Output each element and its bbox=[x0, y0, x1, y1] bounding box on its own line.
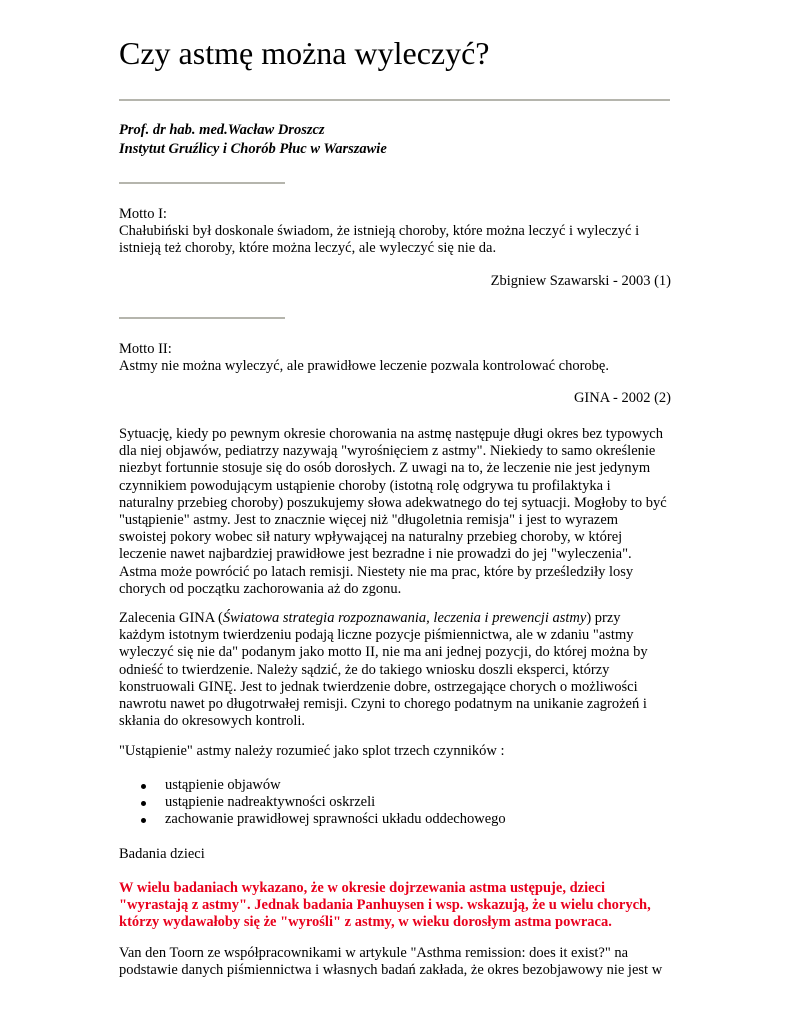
paragraph-line bbox=[119, 610, 679, 627]
motto2-block bbox=[119, 341, 679, 375]
paragraph-4 bbox=[119, 945, 679, 979]
paragraph-line: skłania do okresowych kontroli. bbox=[119, 713, 306, 730]
paragraph-line: leczenie nawet najbardziej prawidłowe jest bezradne i nie prowadzi do jej "wyleczenia". bbox=[119, 546, 632, 563]
paragraph-line: niezbyt fortunnie stosuje się do osób dorosłych. Z uwagi na to, że leczenie nie jest jedynym bbox=[119, 460, 651, 477]
section-heading: Badania dzieci bbox=[119, 846, 205, 862]
list-item bbox=[119, 811, 506, 828]
paragraph-line: konstruowali GINĘ. Jest to jednak twierdzenie dobre, ostrzegające chorych o możliwości bbox=[119, 678, 638, 695]
highlight-paragraph bbox=[119, 880, 679, 932]
paragraph-line: naturalny przebieg choroby) poszukujemy słowa adekwatnego do tej sytuacji. Mogłoby to być bbox=[119, 494, 667, 511]
motto1-attribution: Zbigniew Szawarski - 2003 (1) bbox=[490, 273, 671, 289]
motto2-line: Astmy nie można wyleczyć, ale prawidłowe leczenie pozwala kontrolować chorobę. bbox=[119, 358, 609, 375]
motto1-divider bbox=[119, 182, 285, 184]
paragraph-line: swoistej pokory wobec sił natury wpływającej na naturalny przebieg choroby, w której bbox=[119, 529, 623, 546]
paragraph-line: nawrotu nawet po długotrwałej remisji. Czyni to chorego podatnym na unikanie zagrożeń i bbox=[119, 696, 647, 713]
motto2-attribution: GINA - 2002 (2) bbox=[573, 390, 671, 406]
paragraph-3 bbox=[119, 743, 679, 760]
highlight-line: którzy wydawałoby się że "wyrośli" z astmy, w wieku dorosłym astma powraca. bbox=[119, 914, 612, 931]
bullet-icon bbox=[141, 818, 146, 823]
paragraph-line: czynnikiem powodującym ustąpienie choroby (istotną rolę odgrywa tu profilaktyka i bbox=[119, 477, 611, 494]
paragraph-line: Van den Toorn ze współpracownikami w artykule "Asthma remission: does it exist?" na bbox=[119, 945, 629, 961]
author-block bbox=[119, 121, 679, 159]
list-item-text: ustąpienie objawów bbox=[165, 777, 281, 793]
paragraph-text: ) przy bbox=[586, 610, 621, 626]
bullet-icon bbox=[141, 801, 146, 806]
paragraph-line: chorych od początku zachorowania aż do zgonu. bbox=[119, 580, 402, 597]
motto2-divider bbox=[119, 317, 285, 319]
highlight-line: "wyrastają z astmy". Jednak badania Panhuysen i wsp. wskazują, że u wielu chorych, bbox=[119, 897, 651, 914]
list-item-text: zachowanie prawidłowej sprawności układu oddechowego bbox=[165, 811, 506, 828]
paragraph-line: "Ustąpienie" astmy należy rozumieć jako splot trzech czynników : bbox=[119, 743, 505, 759]
paragraph-line: wyleczyć się nie da" podanym jako motto II, nie ma ani jednej pozycji, do której można by bbox=[119, 644, 648, 661]
factors-list bbox=[119, 777, 506, 829]
motto1-heading: Motto I: bbox=[119, 206, 167, 222]
paragraph-line: odnieść to twierdzenie. Należy sądzić, że do takiego wniosku doszli eksperci, którzy bbox=[119, 661, 610, 678]
paragraph-line: Sytuację, kiedy po pewnym okresie chorowania na astmę następuje długi okres bez typowych bbox=[119, 426, 663, 442]
paragraph-line: każdym istotnym twierdzeniu podają liczne pozycje piśmiennictwa, ale w zdaniu "astmy bbox=[119, 627, 634, 644]
motto1-block bbox=[119, 206, 679, 258]
paragraph-1 bbox=[119, 426, 679, 598]
paragraph-text: Zalecenia GINA ( bbox=[119, 610, 223, 626]
paragraph-2 bbox=[119, 610, 679, 730]
motto2-heading: Motto II: bbox=[119, 341, 172, 357]
motto1-line: Chałubiński był doskonale świadom, że istnieją choroby, które można leczyć i wyleczyć i bbox=[119, 223, 640, 240]
title-divider bbox=[119, 99, 670, 101]
page-title: Czy astmę można wyleczyć? bbox=[119, 35, 490, 71]
highlight-line: W wielu badaniach wykazano, że w okresie dojrzewania astma ustępuje, dzieci bbox=[119, 880, 606, 896]
gina-title-italic: Światowa strategia rozpoznawania, leczenia i prewencji astmy bbox=[222, 610, 587, 626]
paragraph-line: podstawie danych piśmiennictwa i własnych badań zakłada, że okres bezobjawowy nie jest w bbox=[119, 962, 663, 979]
section-heading-block bbox=[119, 846, 679, 863]
paragraph-line: "ustąpienie" astmy. Jest to znacznie więcej niż "długoletnia remisja" i jest to wyrazem bbox=[119, 512, 619, 529]
motto1-line: istnieją też choroby, które można leczyć, ale wyleczyć się nie da. bbox=[119, 240, 497, 257]
author-institute: Instytut Gruźlicy i Chorób Płuc w Warszawie bbox=[119, 141, 387, 157]
list-item bbox=[119, 777, 488, 794]
list-item-text: ustąpienie nadreaktywności oskrzeli bbox=[165, 794, 376, 811]
paragraph-line: dla niej objawów, pediatrzy nazywają "wyrośnięciem z astmy". Niekiedy to samo określenie bbox=[119, 443, 656, 460]
paragraph-line: Astma może powrócić po latach remisji. Niestety nie ma prac, które by prześledziły losy bbox=[119, 563, 634, 580]
author-name: Prof. dr hab. med.Wacław Droszcz bbox=[119, 122, 325, 138]
bullet-icon bbox=[141, 784, 146, 789]
list-item bbox=[119, 794, 488, 811]
